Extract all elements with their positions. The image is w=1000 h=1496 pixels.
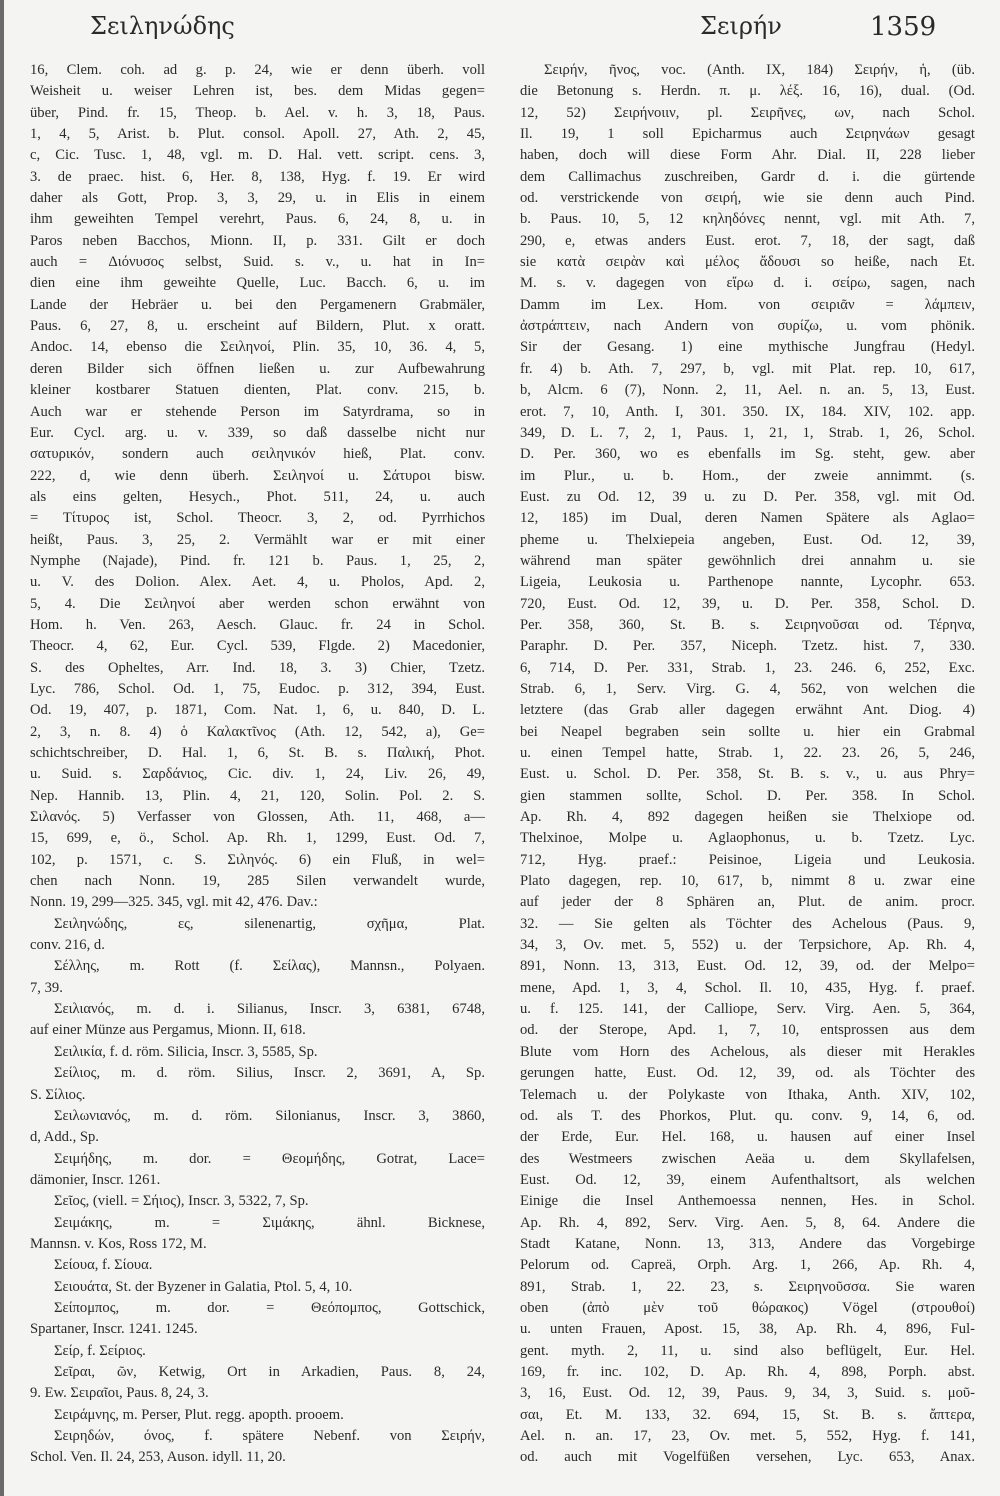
text-line: Weisheit u. weiser Lehren ist, bes. dem Midas gegen= [30,83,485,100]
text-line: Σέλλης, m. Rott (f. Σείλας), Mannsn., Polyaen. [54,958,485,975]
text-line: Σειληνώδης, ες, silenenartig, σχῆμα, Plat. [54,915,485,932]
text-line: erot. 7, 10, Anth. I, 301. 350. IX, 184. XIV, 102. app. [520,403,975,420]
page-number: 1359 [870,12,937,42]
text-line: Nymphe (Najade), Pind. fr. 121 b. Paus. 1, 25, 2, [30,552,485,569]
text-line: d, Add., Sp. [30,1129,99,1146]
text-line: schichtschreiber, D. Hal. 1, 6, St. B. s. Παλική, Phot. [30,745,485,761]
text-line: über, Pind. fr. 15, Theop. b. Ael. v. h. 3, 18, Paus. [30,104,485,121]
text-line: Σείουα, f. Σίουα. [54,1257,153,1274]
text-line: Ligeia, Leukosia u. Parthenope nannte, Lycophr. 653. [520,574,975,591]
text-line: u. V. des Dolion. Alex. Aet. 4, u. Pholos, Apd. 2, [30,574,485,591]
text-line: 3, 16, Eust. Od. 12, 39, Paus. 9, 34, 3, Suid. s. μοῦ- [520,1385,975,1402]
text-line: fr. 4) b. Ath. 7, 297, b, vgl. mit Plat. rep. 10, 617, [520,360,975,377]
text-line: Σεῖραι, ῶν, Ketwig, Ort in Arkadien, Paus. 8, 24, [54,1363,485,1380]
text-line: Σεῖος, (viell. = Σήιος), Inscr. 3, 5322, 7, Sp. [54,1193,309,1210]
text-line: Nonn. 19, 299—325. 345, vgl. mit 42, 476. Dav.: [30,894,318,911]
text-line: Od. 19, 407, p. 1871, Com. Nat. 1, 6, u. 840, D. L. [30,702,485,719]
text-line: Sir der Gesang. 1) eine mythische Jungfrau (Hedyl. [520,339,975,356]
text-line: des Westmeers zwischen Aeäa u. dem Skyllafelsen, [520,1150,975,1167]
text-line: Lande der Hebräer u. bei den Pergamenern Grabmäler, [30,296,485,313]
text-line: während man später gewöhnlich drei annahm u. sie [520,552,975,569]
text-line: u. Suid. s. Σαρδάνιος, Cic. div. 1, 24, Liv. 26, 49, [30,766,485,783]
text-line: auf jeder der 8 Sphären an, Plut. de anim. procr. [520,894,975,911]
text-line: b, Alcm. 6 (7), Nonn. 2, 11, Ael. n. an. 5, 13, Eust. [520,382,975,399]
text-line: od. der Sterope, Apd. 1, 7, 10, entsprossen aus dem [520,1022,975,1039]
text-line: od. auch mit Vogelfüßen versehen, Lyc. 653, Anax. [520,1449,975,1466]
text-line: Nep. Hannib. 13, Plin. 4, 21, 120, Solin. Pol. 2. S. [30,787,485,804]
text-line: Σειουάτα, St. der Byzener in Galatia, Ptol. 5, 4, 10. [54,1278,353,1295]
text-line: Eust. u. Schol. D. Per. 358, St. B. s. v., u. aus Phry= [520,766,975,783]
text-line: Spartaner, Inscr. 1241. 1245. [30,1321,198,1338]
text-line: c, Cic. Tusc. 1, 48, vgl. m. D. Hal. vett. script. cens. 3, [30,147,485,164]
text-line: pheme u. Thelxiepeia angeben, Eust. Od. 12, 39, [520,531,975,548]
text-line: 15, 699, e, ö., Schol. Ap. Rh. 1, 1299, Eust. Od. 7, [30,830,485,847]
text-line: σαι, Et. M. 133, 32. 694, 15, St. B. s. ἄπτερα, [520,1406,975,1423]
text-line: bei Neapel begraben sein sollte u. hier ein Grabmal [520,723,975,740]
text-line: gerungen hatte, Eust. Od. 12, 39, od. als Töchter des [520,1065,975,1082]
text-line: heißt, Paus. 3, 25, 2. Vermählt war er mit einer [30,531,485,548]
text-line: conv. 216, d. [30,937,105,954]
text-line: 222, d, wie denn überh. Σειληνοί u. Σάτυροι bisw. [30,467,485,484]
text-line: Pelorum od. Capreä, Orph. Arg. 1, 266, Ap. Rh. 4, [520,1257,975,1274]
text-line: Eust. Od. 12, 39, einem Aufenthaltsort, als welchen [520,1171,975,1188]
text-line: 9. Ew. Σειραῖοι, Paus. 8, 24, 3. [30,1385,209,1402]
text-line: od. verstrickende von σειρή, wie sie denn auch Pind. [520,190,975,207]
text-line: Theocr. 4, 62, Eur. Cycl. 539, Flgde. 2) Macedonier, [30,638,485,655]
left-running-headword: Σειληνώδης [90,12,235,40]
text-line: haben, doch will diese Form Ahr. Dial. II, 228 lieber [520,147,975,164]
text-line: 349, D. L. 7, 2, 1, Paus. 1, 21, 1, Strab. 1, 26, Schol. [520,424,975,441]
text-line: Σείπομπος, m. dor. = Θεόπομπος, Gottschick, [54,1299,485,1316]
text-line: M. s. v. dagegen von εἴρω d. i. σείρω, sagen, nach [520,275,975,292]
text-line: Telemach u. der Polykaste von Ithaka, Anth. XIV, 102, [520,1086,975,1103]
text-line: Ael. n. an. 17, 23, Ov. met. 5, 552, Hyg. f. 141, [520,1428,975,1444]
text-line: 16, Clem. coh. ad g. p. 24, wie er denn überh. voll [30,62,485,78]
text-line: 891, Strab. 1, 22. 23, s. Σειρηνοῦσσα. Sie waren [520,1278,975,1295]
text-line: mene, Apd. 1, 3, 4, Schol. Il. 10, 435, Hyg. f. praef. [520,979,975,996]
text-line: letztere (das Grab aller dagegen erwähnt Ant. Diog. 4) [520,702,975,719]
text-line: Auch war er stehende Person im Satyrdrama, so in [30,403,485,420]
text-line: D. Per. 360, wo es ebenfalls im Sg. steht, gew. aber [520,446,975,463]
text-line: auf einer Münze aus Pergamus, Mionn. II, 618. [30,1022,306,1039]
text-line: auch = Διόνυσος selbst, Suid. s. v., u. hat in In= [30,254,485,271]
text-line: dien eine ihm geweihte Quelle, Luc. Bacch. 6, u. im [30,275,485,292]
text-line: Σειμήδης, m. dor. = Θεομήδης, Gotrat, Lace= [54,1150,485,1167]
text-line: Blute vom Horn des Achelous, als dieser mit Herakles [520,1043,975,1060]
text-line: Σειλικία, f. d. röm. Silicia, Inscr. 3, 5585, Sp. [54,1043,318,1060]
text-line: Lyc. 786, Schol. Od. 1, 75, Eudoc. p. 312, 394, Eust. [30,680,485,697]
text-line: oben (ἀπὸ μὲν τοῦ θώρακος) Vögel (στρουθοί) [520,1299,975,1316]
text-line: gien stammen sollte, Schol. D. Per. 358. In Schol. [520,787,975,804]
text-line: 12, 52) Σειρήνοιιν, pl. Σειρῆνες, ων, nach Schol. [520,104,975,121]
text-line: als eins gelten, Hesych., Phot. 511, 24, u. auch [30,488,485,505]
text-line: Per. 358, 360, St. B. s. Σειρηνοῦσαι od. Τέρηνα, [520,616,975,633]
text-line: sie κατὰ σειρὰν καὶ μέλος ἄδουσι so heiße, nach Et. [520,254,975,271]
left-text-column [30,60,485,1469]
text-line: die Betonung s. Herdn. π. μ. λέξ. 16, 16), dual. (Od. [520,83,975,100]
text-line: Paraphr. D. Per. 357, Niceph. Tzetz. hist. 7, 330. [520,638,975,655]
text-line: Σειρήν, ῆνος, voc. (Anth. IX, 184) Σειρήν, ἡ, (üb. [544,62,975,78]
text-line: im Plur., u. b. Hom., der zweie annimmt. (s. [520,467,975,484]
text-line: u. f. 125. 141, der Calliope, Serv. Virg. Aen. 5, 364, [520,1001,975,1018]
text-line: Paus. 6, 27, 8, u. erscheint auf Bildern, Plut. x oratt. [30,318,485,335]
text-line: daher als Gott, Prop. 3, 3, 29, u. in Elis in einem [30,190,485,207]
text-line: Andoc. 14, ebenso die Σειληνοί, Plin. 35, 10, 36. 4, 5, [30,339,485,356]
text-line: u. einen Tempel hatte, Strab. 1, 22. 23. 26, 5, 246, [520,745,975,761]
text-line: 5, 4. Die Σειληνοί aber werden schon erwähnt von [30,595,485,612]
text-line: 720, Eust. Od. 12, 39, u. D. Per. 358, Schol. D. [520,595,975,612]
text-line: 6, 714, D. Per. 331, Strab. 1, 23. 246. 6, 252, Exc. [520,659,975,676]
text-line: Σειλωνιανός, m. d. röm. Silonianus, Inscr. 3, 3860, [54,1107,485,1124]
text-line: Σειλιανός, m. d. i. Silianus, Inscr. 3, 6381, 6748, [54,1001,485,1018]
text-line: Schol. Ven. Il. 24, 253, Auson. idyll. 11, 20. [30,1449,286,1466]
text-line: 102, p. 1571, c. S. Σιληνός. 6) ein Fluß, in wel= [30,851,485,868]
text-line: S. Σίλιος. [30,1086,86,1103]
text-line: 34, 3, Ov. met. 5, 552) u. der Terpsichore, Ap. Rh. 4, [520,937,975,954]
right-running-headword: Σειρήν [700,12,782,40]
text-line: Σείρ, f. Σείριος. [54,1342,146,1359]
text-line: 1, 4, 5, Arist. b. Plut. consol. Apoll. 27, Ath. 2, 45, [30,126,485,143]
text-line: 169, fr. inc. 102, D. Ap. Rh. 4, 898, Porph. abst. [520,1363,975,1380]
text-line: Σειράμνης, m. Perser, Plut. regg. apopth. prooem. [54,1406,344,1423]
text-line: Stadt Katane, Nonn. 13, 313, Andere das Vorgebirge [520,1235,975,1252]
text-line: 290, e, etwas anders Eust. erot. 7, 18, der sagt, daß [520,232,975,249]
text-line: Plato dagegen, rep. 10, 617, b, nimmt 8 u. zwar eine [520,873,975,890]
text-line: od. als T. des Phorkos, Plut. qu. conv. 9, 14, 6, od. [520,1107,975,1124]
text-line: Σείλιος, m. d. röm. Silius, Inscr. 2, 3691, A, Sp. [54,1065,485,1082]
text-line: Σειρηδών, όνος, f. spätere Nebenf. von Σειρήν, [54,1428,485,1444]
text-line: Il. 19, 1 soll Epicharmus auch Σειρηνάων gesagt [520,126,975,143]
text-line: Σιλανός. 5) Verfasser von Glossen, Ath. 11, 468, a— [30,809,485,826]
text-line: = Τίτυρος ist, Schol. Theocr. 3, 2, od. Pyrrhichos [30,510,485,527]
text-line: Eust. zu Od. 12, 39 u. zu D. Per. 358, vgl. mit Od. [520,488,975,505]
text-line: Σειμάκης, m. = Σιμάκης, ähnl. Bicknese, [54,1214,485,1231]
text-line: ἀστράπτειν, nach Andern von συρίζω, u. vom phönik. [520,318,975,335]
text-line: Ap. Rh. 4, 892 dagegen heißen sie Thelxiope od. [520,809,975,826]
text-line: 32. — Sie gelten als Töchter des Achelous (Paus. 9, [520,915,975,932]
text-line: Eur. Cycl. arg. u. v. 339, so daß dasselbe nicht nur [30,424,485,441]
text-line: dämonier, Inscr. 1261. [30,1171,161,1188]
text-line: Thelxinoe, Molpe u. Aglaophonus, u. b. Tzetz. Lyc. [520,830,975,847]
page-header [0,12,1000,46]
text-line: dem Callimachus zuschreiben, Gardr d. i. die gürtende [520,168,975,185]
text-line: Ap. Rh. 4, 892, Serv. Virg. Aen. 5, 8, 64. Andere die [520,1214,975,1231]
text-line: deren Bilder sich öffnen ließen u. zur Aufbewahrung [30,360,485,377]
text-line: kleiner kostbarer Statuen dienten, Plat. conv. 215, b. [30,382,485,399]
text-line: 3. de praec. hist. 6, Her. 8, 138, Hyg. f. 19. Er wird [30,168,485,185]
text-line: der Erde, Eur. Hel. 168, u. hausen auf einer Insel [520,1129,975,1146]
page-binding-edge [0,0,4,1496]
text-line: Mannsn. v. Kos, Ross 172, M. [30,1235,207,1252]
text-line: 7, 39. [30,979,63,996]
text-line: Hom. h. Ven. 263, Aesch. Glauc. fr. 24 in Schol. [30,616,485,633]
text-line: Paros neben Bacchos, Mionn. II, p. 331. Gilt er doch [30,232,485,249]
text-line: ihm geweihten Tempel verehrt, Paus. 6, 24, 8, u. in [30,211,485,228]
text-line: u. unten Frauen, Apost. 15, 38, Ap. Rh. 4, 896, Ful- [520,1321,975,1338]
text-line: S. des Opheltes, Arr. Ind. 18, 3. 3) Chier, Tzetz. [30,659,485,676]
right-text-column [520,60,975,1469]
text-line: 712, Hyg. praef.: Peisinoe, Ligeia und Leukosia. [520,851,975,868]
text-line: gent. myth. 2, 11, u. sind also beflügelt, Eur. Hel. [520,1342,975,1359]
text-line: chen nach Nonn. 19, 285 Silen verwandelt wurde, [30,873,485,890]
text-line: Strab. 6, 1, Serv. Virg. G. 4, 562, von welchen die [520,680,975,697]
text-line: Einige die Insel Anthemoessa nennen, Hes. in Schol. [520,1193,975,1210]
text-line: 2, 3, n. 8. 4) ὁ Καλακτῖνος (Ath. 12, 542, a), Ge= [30,723,485,740]
text-line: 12, 185) im Dual, deren Namen Spätere als Aglao= [520,510,975,527]
text-line: b. Paus. 10, 5, 12 κηληδόνες nennt, vgl. mit Ath. 7, [520,211,975,228]
text-line: Damm im Lex. Hom. von σειριᾶν = λάμπειν, [520,296,975,313]
text-line: σατυρικόν, sondern auch σειληνικόν hieß, Plat. conv. [30,446,485,463]
text-line: 891, Nonn. 13, 313, Eust. Od. 12, 39, od. der Melpo= [520,958,975,975]
